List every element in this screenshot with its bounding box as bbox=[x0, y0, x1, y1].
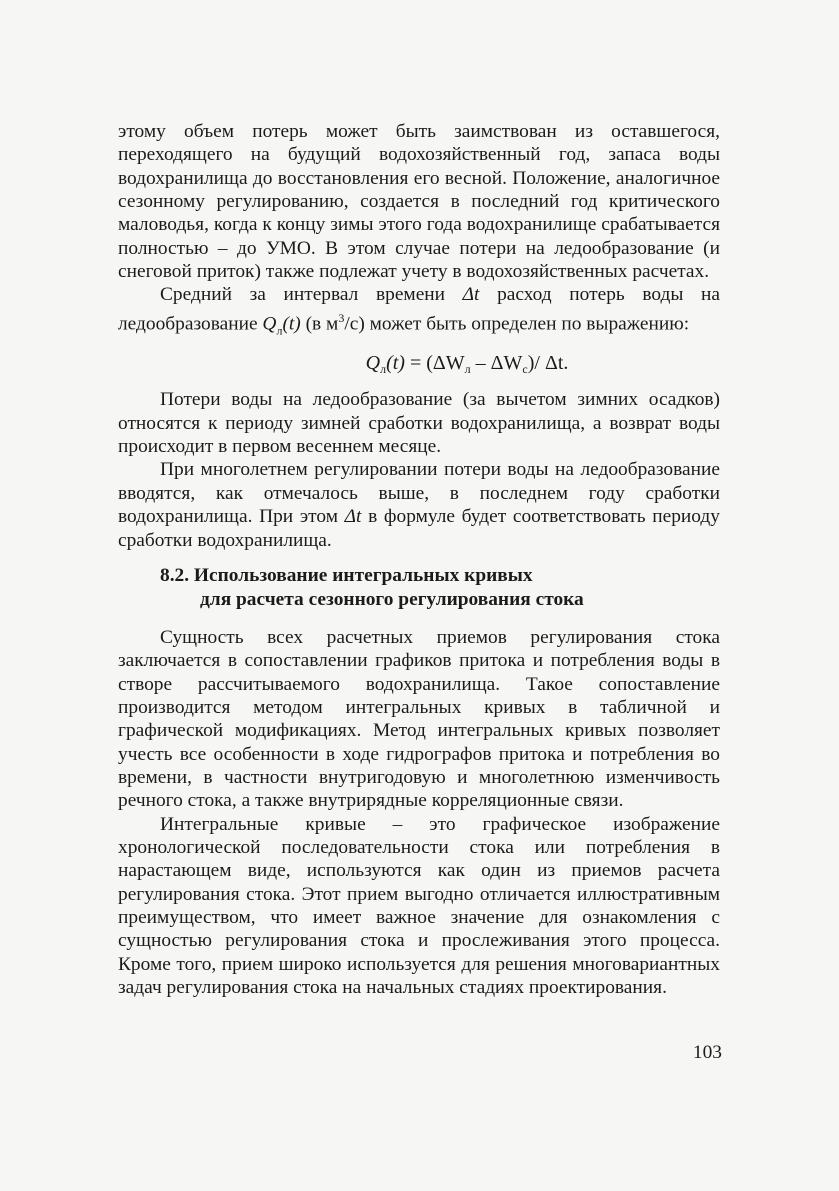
delta-t-symbol: Δt bbox=[344, 506, 362, 528]
body-text bbox=[118, 120, 720, 999]
heading-line-2: для расчета сезонного регулирования стока bbox=[200, 588, 584, 610]
paragraph-mean-loss bbox=[118, 283, 720, 342]
q-argument: (t) bbox=[282, 313, 301, 335]
formula-w1-sub: л bbox=[464, 362, 471, 377]
paragraph-essence: Сущность всех расчетных приемов регулирования стока заключается в сопоставлении графиков притока и потребления воды в створе рассчитываемого водохранилища. Такое сопоставление производится методом интегральных кривых в табличной и графической модификациях. Метод интегральных кривых позволяет учесть все особенности в ходе гидрографов притока и потребления во времени, в частности внутригодовую и многолетнюю изменчивость речного стока, а также внутрирядные корреляционные связи. bbox=[118, 626, 720, 812]
paragraph-continuation: этому объем потерь может быть заимствован из оставшегося, переходящего на будущий водохозяйственный год, запаса воды водохранилища до восстановления его весной. Положение, аналогичное сезонному регулированию, создается в последний год критического маловодья, когда к концу зимы этого года водохранилище срабатывается полностью – до УМО. В этом случае потери на ледообразование (и снеговой приток) также подлежат учету в водохозяйственных расчетах. bbox=[118, 121, 720, 283]
text-run: Средний за интервал времени bbox=[160, 284, 463, 306]
formula-q-sub: л bbox=[380, 362, 387, 377]
text-run: /с) может быть определен по выражению: bbox=[344, 313, 690, 335]
formula-q: Q bbox=[365, 352, 381, 375]
formula-part: – ΔW bbox=[470, 352, 523, 375]
formula-q-arg: (t) bbox=[386, 352, 405, 375]
formula-part: = (ΔW bbox=[404, 352, 465, 375]
text-run: расход потерь воды на ледообразование bbox=[118, 284, 720, 335]
q-subscript: л bbox=[276, 323, 283, 338]
paragraph-losses: Потери воды на ледообразование (за вычетом зимних осадков) относятся к периоду зимней сработки водохранилища, а возврат воды происходит в первом весеннем месяце. bbox=[118, 389, 720, 458]
formula-w2-sub: с bbox=[522, 362, 528, 377]
heading-line-1: 8.2. Использование интегральных кривых bbox=[160, 564, 533, 586]
q-symbol: Q bbox=[262, 313, 277, 335]
paragraph-multiyear bbox=[118, 458, 720, 551]
page-number: 103 bbox=[692, 1042, 722, 1063]
delta-t-symbol: Δt bbox=[462, 284, 480, 306]
formula-part: )/ Δt. bbox=[527, 352, 569, 375]
text-run: (в м bbox=[300, 313, 339, 335]
text-run: в формуле будет соответствовать периоду сработки водохранилища. bbox=[118, 506, 720, 551]
superscript: 3 bbox=[338, 310, 345, 325]
paragraph-integral-curves: Интегральные кривые – это графическое изображение хронологической последовательности стока или потребления в нарастающем виде, используются как один из приемов расчета регулирования стока. Этот прием выгодно отличается иллюстративным преимуществом, что имеет важное значение для ознакомления с сущностью регулирования стока и прослеживания этого процесса. Кроме того, прием широко используется для решения многовариантных задач регулирования стока на начальных стадиях проектирования. bbox=[118, 813, 720, 998]
text-run: При многолетнем регулировании потери воды на ледообразование вводятся, как отмечалось выше, в последнем году сработки водохранилища. При этом bbox=[118, 459, 720, 528]
formula bbox=[214, 348, 720, 378]
section-heading bbox=[118, 564, 720, 612]
